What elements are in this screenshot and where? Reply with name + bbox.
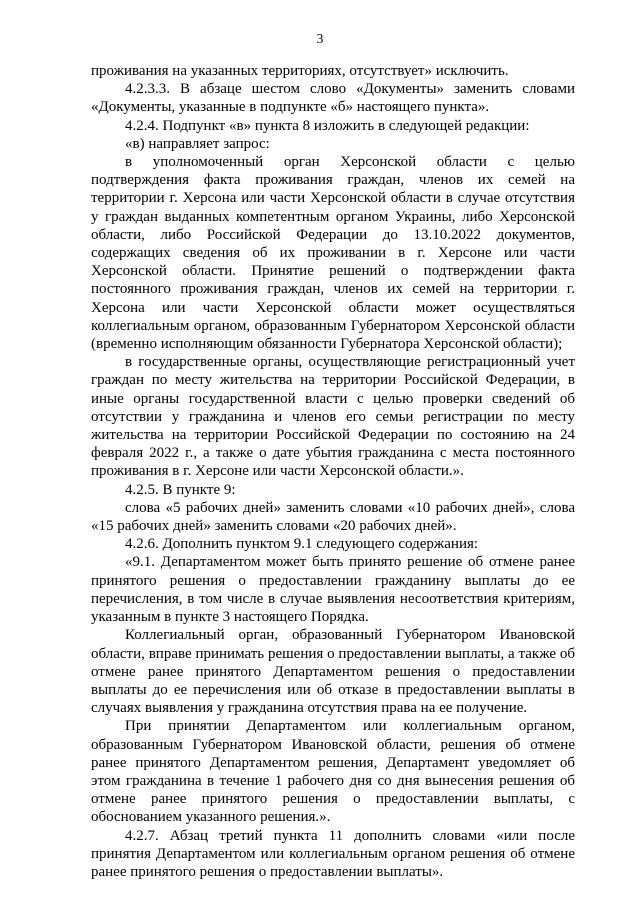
paragraph: слова «5 рабочих дней» заменить словами «10 рабочих дней», слова «15 рабочих дней» заменить словами «20 рабочих дней». <box>91 499 575 535</box>
document-body <box>91 62 575 881</box>
paragraph: 4.2.5. В пункте 9: <box>125 481 236 498</box>
paragraph: в уполномоченный орган Херсонской области с целью подтверждения факта проживания граждан, членов их семей на территории г. Херсона или части Херсонской области в случае отсутствия у граждан выданных компетентным органом Украины, либо Херсонской области, либо Российской Федерации до 13.10.2022 документов, содержащих сведения об их проживании в г. Херсоне или части Херсонской области. Принятие решений о подтверждении факта постоянного проживания граждан, членов их семей на территории г. Херсона или части Херсонской области может осуществляться коллегиальным органом, образованным Губернатором Херсонской области (временно исполняющим обязанности Губернатора Херсонской области); <box>91 154 575 353</box>
paragraph: 4.2.6. Дополнить пунктом 9.1 следующего содержания: <box>125 536 479 553</box>
paragraph: 4.2.3.3. В абзаце шестом слово «Документы» заменить словами «Документы, указанные в подпункте «б» настоящего пункта». <box>91 81 575 116</box>
paragraph: в государственные органы, осуществляющие регистрационный учет граждан по месту жительства на территории Российской Федерации, в иные органы государственной власти с целью проверки сведений об отсутствии у гражданина и членов его семьи регистрации по месту жительства на территории Российской Федерации по состоянию на 24 февраля 2022 г., а также о дате убытия гражданина с места постоянного проживания в г. Херсоне или части Херсонской области.». <box>91 354 575 480</box>
paragraph: При принятии Департаментом или коллегиальным органом, образованным Губернатором Ивановской области, решения об отмене ранее принятого Департаментом решения, Департамент уведомляет об этом гражданина в течение 1 рабочего дня со дня вынесения решения об отмене ранее принятого решения о предоставлении выплаты, с обоснованием указанного решения.». <box>91 718 575 826</box>
paragraph: 4.2.4. Подпункт «в» пункта 8 изложить в следующей редакции: <box>125 117 530 134</box>
paragraph: проживания на указанных территориях, отсутствует» исключить. <box>91 63 509 79</box>
paragraph: «9.1. Департаментом может быть принято решение об отмене ранее принятого решения о предоставлении гражданину выплаты до ее перечисления, в том числе в случае выявления несоответствия критериям, указанным в пункте 3 настоящего Порядка. <box>91 554 575 626</box>
page-number: 3 <box>316 31 324 46</box>
paragraph: 4.2.7. Абзац третий пункта 11 дополнить словами «или после принятия Департаментом или коллегиальным органом решения об отмене ранее принятого решения о предоставлении выплаты». <box>91 827 575 880</box>
paragraph: «в) направляет запрос: <box>125 135 270 152</box>
paragraph: Коллегиальный орган, образованный Губернатором Ивановской области, вправе принимать решения о предоставлении выплаты, а также об отмене ранее принятого Департаментом решения о предоставлении выплаты до ее перечисления или об отказе в предоставлении выплаты в случаях выявления у гражданина отсутствия права на ее получение. <box>91 627 575 717</box>
